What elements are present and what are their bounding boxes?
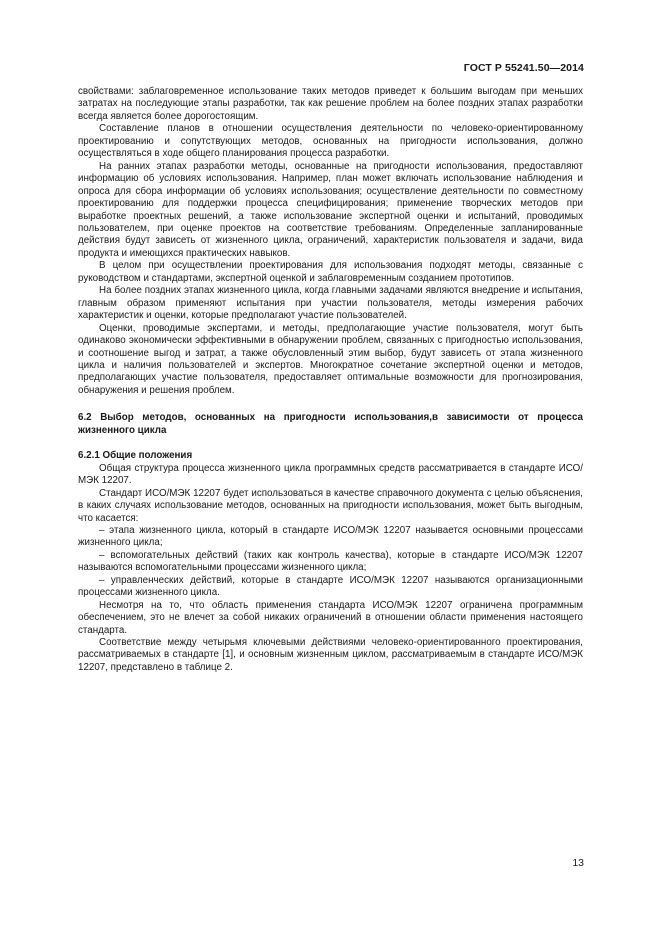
list-item: – этапа жизненного цикла, который в стандарте ИСО/МЭК 12207 называется основными процессами жизненного цикла; — [78, 524, 583, 549]
list-item: – управленческих действий, которые в стандарте ИСО/МЭК 12207 называются организационными процессами жизненного цикла. — [78, 574, 583, 599]
list-item: – вспомогательных действий (таких как контроль качества), которые в стандарте ИСО/МЭК 12207 называются вспомогательными процессами жизненного цикла; — [78, 549, 583, 574]
paragraph: Оценки, проводимые экспертами, и методы, предполагающие участие пользователя, могут быть одинаково экономически эффективными в обнаружении проблем, связанных с пригодностью использования, и соотношение выгод и затрат, а также обусловленный этим выбор, будут зависеть от этапа жизненного цикла и наличия пользователей и экспертов. Многократное сочетание экспертной оценки и методов, предполагающих участие пользователя, предоставляет оптимальные возможности для прогнозирования, обнаружения и решения проблем. — [78, 322, 583, 396]
page-number: 13 — [572, 857, 584, 869]
paragraph: Стандарт ИСО/МЭК 12207 будет использоваться в качестве справочного документа с целью объяснения, в каких случаях использование методов, основанных на пригодности использования, может быть выгодным, что касается: — [78, 487, 583, 524]
section-heading: 6.2 Выбор методов, основанных на пригодности использования,в зависимости от процесса жизненного цикла — [78, 412, 583, 436]
paragraph: В целом при осуществлении проектирования для использования подходят методы, связанные с руководством и стандартами, экспертной оценкой и заблаговременным созданием прототипов. — [78, 260, 583, 284]
document-body — [78, 86, 583, 674]
paragraph: Соответствие между четырьмя ключевыми действиями человеко-ориентированного проектирования, рассматриваемых в стандарте [1], и основным жизненным циклом, рассматриваемым в стандарте ИСО/МЭК 12207, представлено в таблице 2. — [78, 637, 583, 673]
paragraph: На более поздних этапах жизненного цикла, когда главными задачами являются внедрение и испытания, главным образом применяют испытания при участии пользователя, методы измерения рабочих характеристик и оценки, которые предполагают участие пользователей. — [78, 285, 583, 322]
paragraph: Общая структура процесса жизненного цикла программных средств рассматривается в стандарте ИСО/МЭК 12207. — [78, 462, 583, 487]
paragraph: свойствами: заблаговременное использование таких методов приведет к большим выгодам при меньших затратах на последующие этапы разработки, так как решение проблем на более поздних этапах разработки всегда является более дорогостоящим. — [78, 86, 583, 122]
subsection-heading: 6.2.1 Общие положения — [78, 450, 193, 462]
standard-header: ГОСТ Р 55241.50—2014 — [463, 62, 584, 74]
paragraph: Составление планов в отношении осуществления деятельности по человеко-ориентированному проектированию и сопутствующих методов, основанных на пригодности использования, должно осуществляться в ходе общего планирования процесса разработки. — [78, 123, 583, 160]
paragraph: На ранних этапах разработки методы, основанные на пригодности использования, предоставляют информацию об условиях использования. Например, план может включать использование наблюдения и опроса для сбора информации об условиях использования; осуществление деятельности по совместному проектированию для поддержки процесса специфицирования; применение творческих методов при выработке проектных решений, а также использование экспертной оценки и испытаний, проводимых пользователем, при оценке проектов на соответствие требованиям. Определенные запланированные действия будут зависеть от жизненного цикла, ограничений, характеристик пользователя и задачи, вида продукта и имеющихся практических навыков. — [78, 160, 583, 259]
paragraph: Несмотря на то, что область применения стандарта ИСО/МЭК 12207 ограничена программным обеспечением, это не влечет за собой никаких ограничений в отношении области применения настоящего стандарта. — [78, 599, 583, 636]
